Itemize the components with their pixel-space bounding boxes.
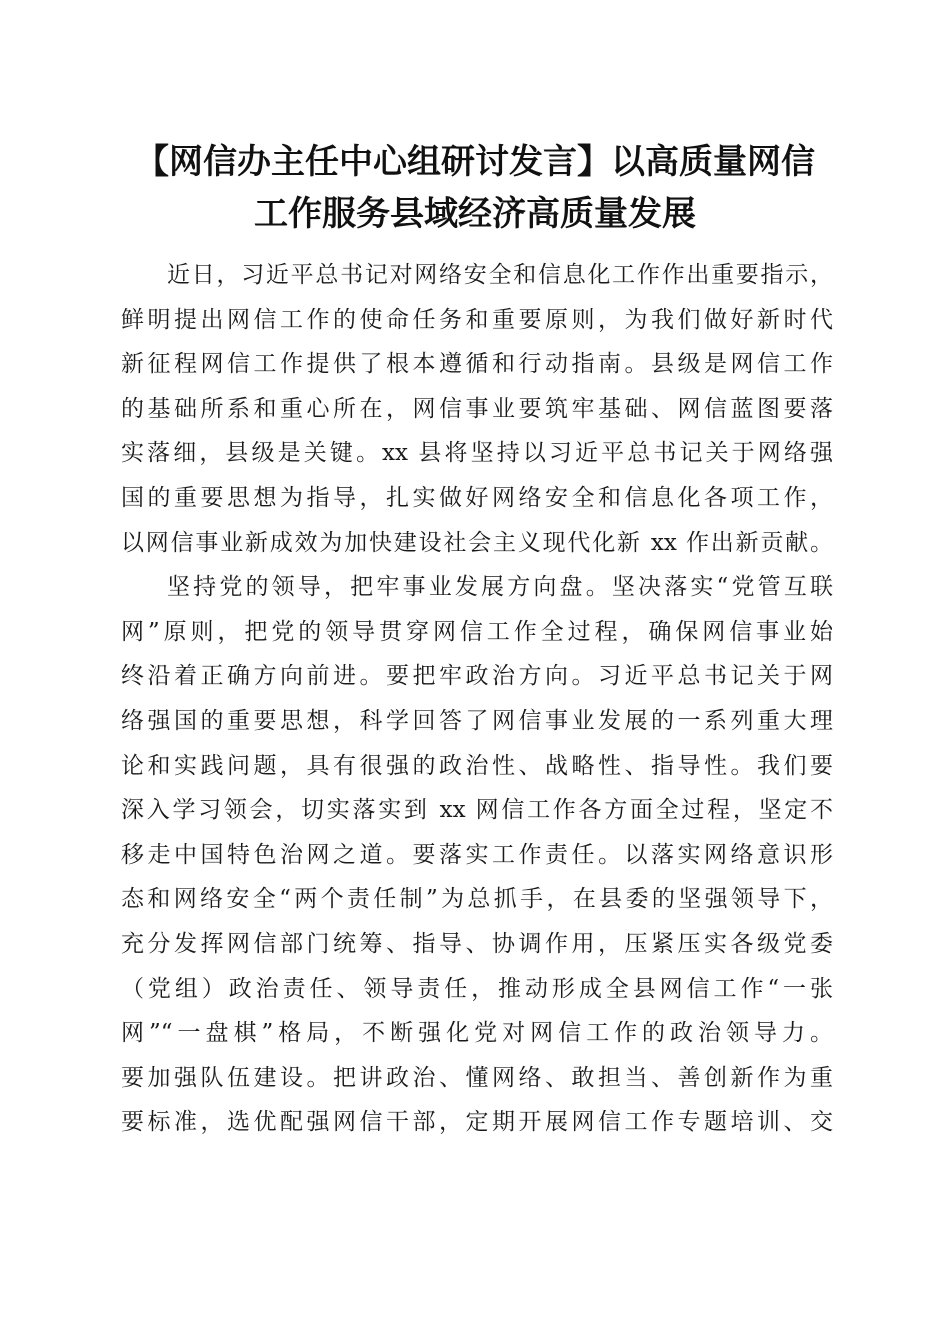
title-line-1: 【网信办主任中心组研讨发言】以高质量网信 bbox=[135, 142, 815, 182]
paragraph-line: 实落细，县级是关键。xx 县将坚持以习近平总书记关于网络强 bbox=[121, 440, 833, 467]
paragraph-line: 充分发挥网信部门统筹、指导、协调作用，压紧压实各级党委 bbox=[121, 930, 833, 957]
paragraph-line: 论和实践问题，具有很强的政治性、战略性、指导性。我们要 bbox=[121, 752, 833, 779]
paragraph-line: 移走中国特色治网之道。要落实工作责任。以落实网络意识形 bbox=[121, 841, 833, 868]
document-title bbox=[100, 136, 850, 240]
paragraph-line: 网”“一盘棋”格局，不断强化党对网信工作的政治领导力。 bbox=[121, 1020, 833, 1047]
paragraph-line: 以网信事业新成效为加快建设社会主义现代化新 xx 作出新贡献。 bbox=[121, 529, 833, 556]
paragraph-line: 坚持党的领导，把牢事业发展方向盘。坚决落实“党管互联 bbox=[167, 574, 833, 601]
paragraph-line: 要标准，选优配强网信干部，定期开展网信工作专题培训、交 bbox=[121, 1109, 833, 1136]
paragraph-line: 终沿着正确方向前进。要把牢政治方向。习近平总书记关于网 bbox=[121, 663, 833, 690]
paragraph-line: 络强国的重要思想，科学回答了网信事业发展的一系列重大理 bbox=[121, 707, 833, 734]
title-line-2: 工作服务县域经济高质量发展 bbox=[254, 194, 696, 234]
document-body bbox=[121, 253, 833, 1145]
paragraph-line: 态和网络安全“两个责任制”为总抓手，在县委的坚强领导下， bbox=[121, 886, 833, 913]
paragraph-2 bbox=[121, 565, 833, 1145]
paragraph-line: 新征程网信工作提供了根本遵循和行动指南。县级是网信工作 bbox=[121, 351, 833, 378]
paragraph-line: 网”原则，把党的领导贯穿网信工作全过程，确保网信事业始 bbox=[121, 618, 833, 645]
paragraph-line: 深入学习领会，切实落实到 xx 网信工作各方面全过程，坚定不 bbox=[121, 797, 833, 824]
paragraph-line: 要加强队伍建设。把讲政治、懂网络、敢担当、善创新作为重 bbox=[121, 1064, 833, 1091]
paragraph-line: 国的重要思想为指导，扎实做好网络安全和信息化各项工作， bbox=[121, 484, 833, 511]
paragraph-1 bbox=[121, 253, 833, 565]
paragraph-line: 鲜明提出网信工作的使命任务和重要原则，为我们做好新时代 bbox=[121, 306, 833, 333]
paragraph-line: 的基础所系和重心所在，网信事业要筑牢基础、网信蓝图要落 bbox=[121, 395, 833, 422]
paragraph-line: （党组）政治责任、领导责任，推动形成全县网信工作“一张 bbox=[121, 975, 833, 1002]
paragraph-line: 近日，习近平总书记对网络安全和信息化工作作出重要指示， bbox=[167, 262, 833, 288]
